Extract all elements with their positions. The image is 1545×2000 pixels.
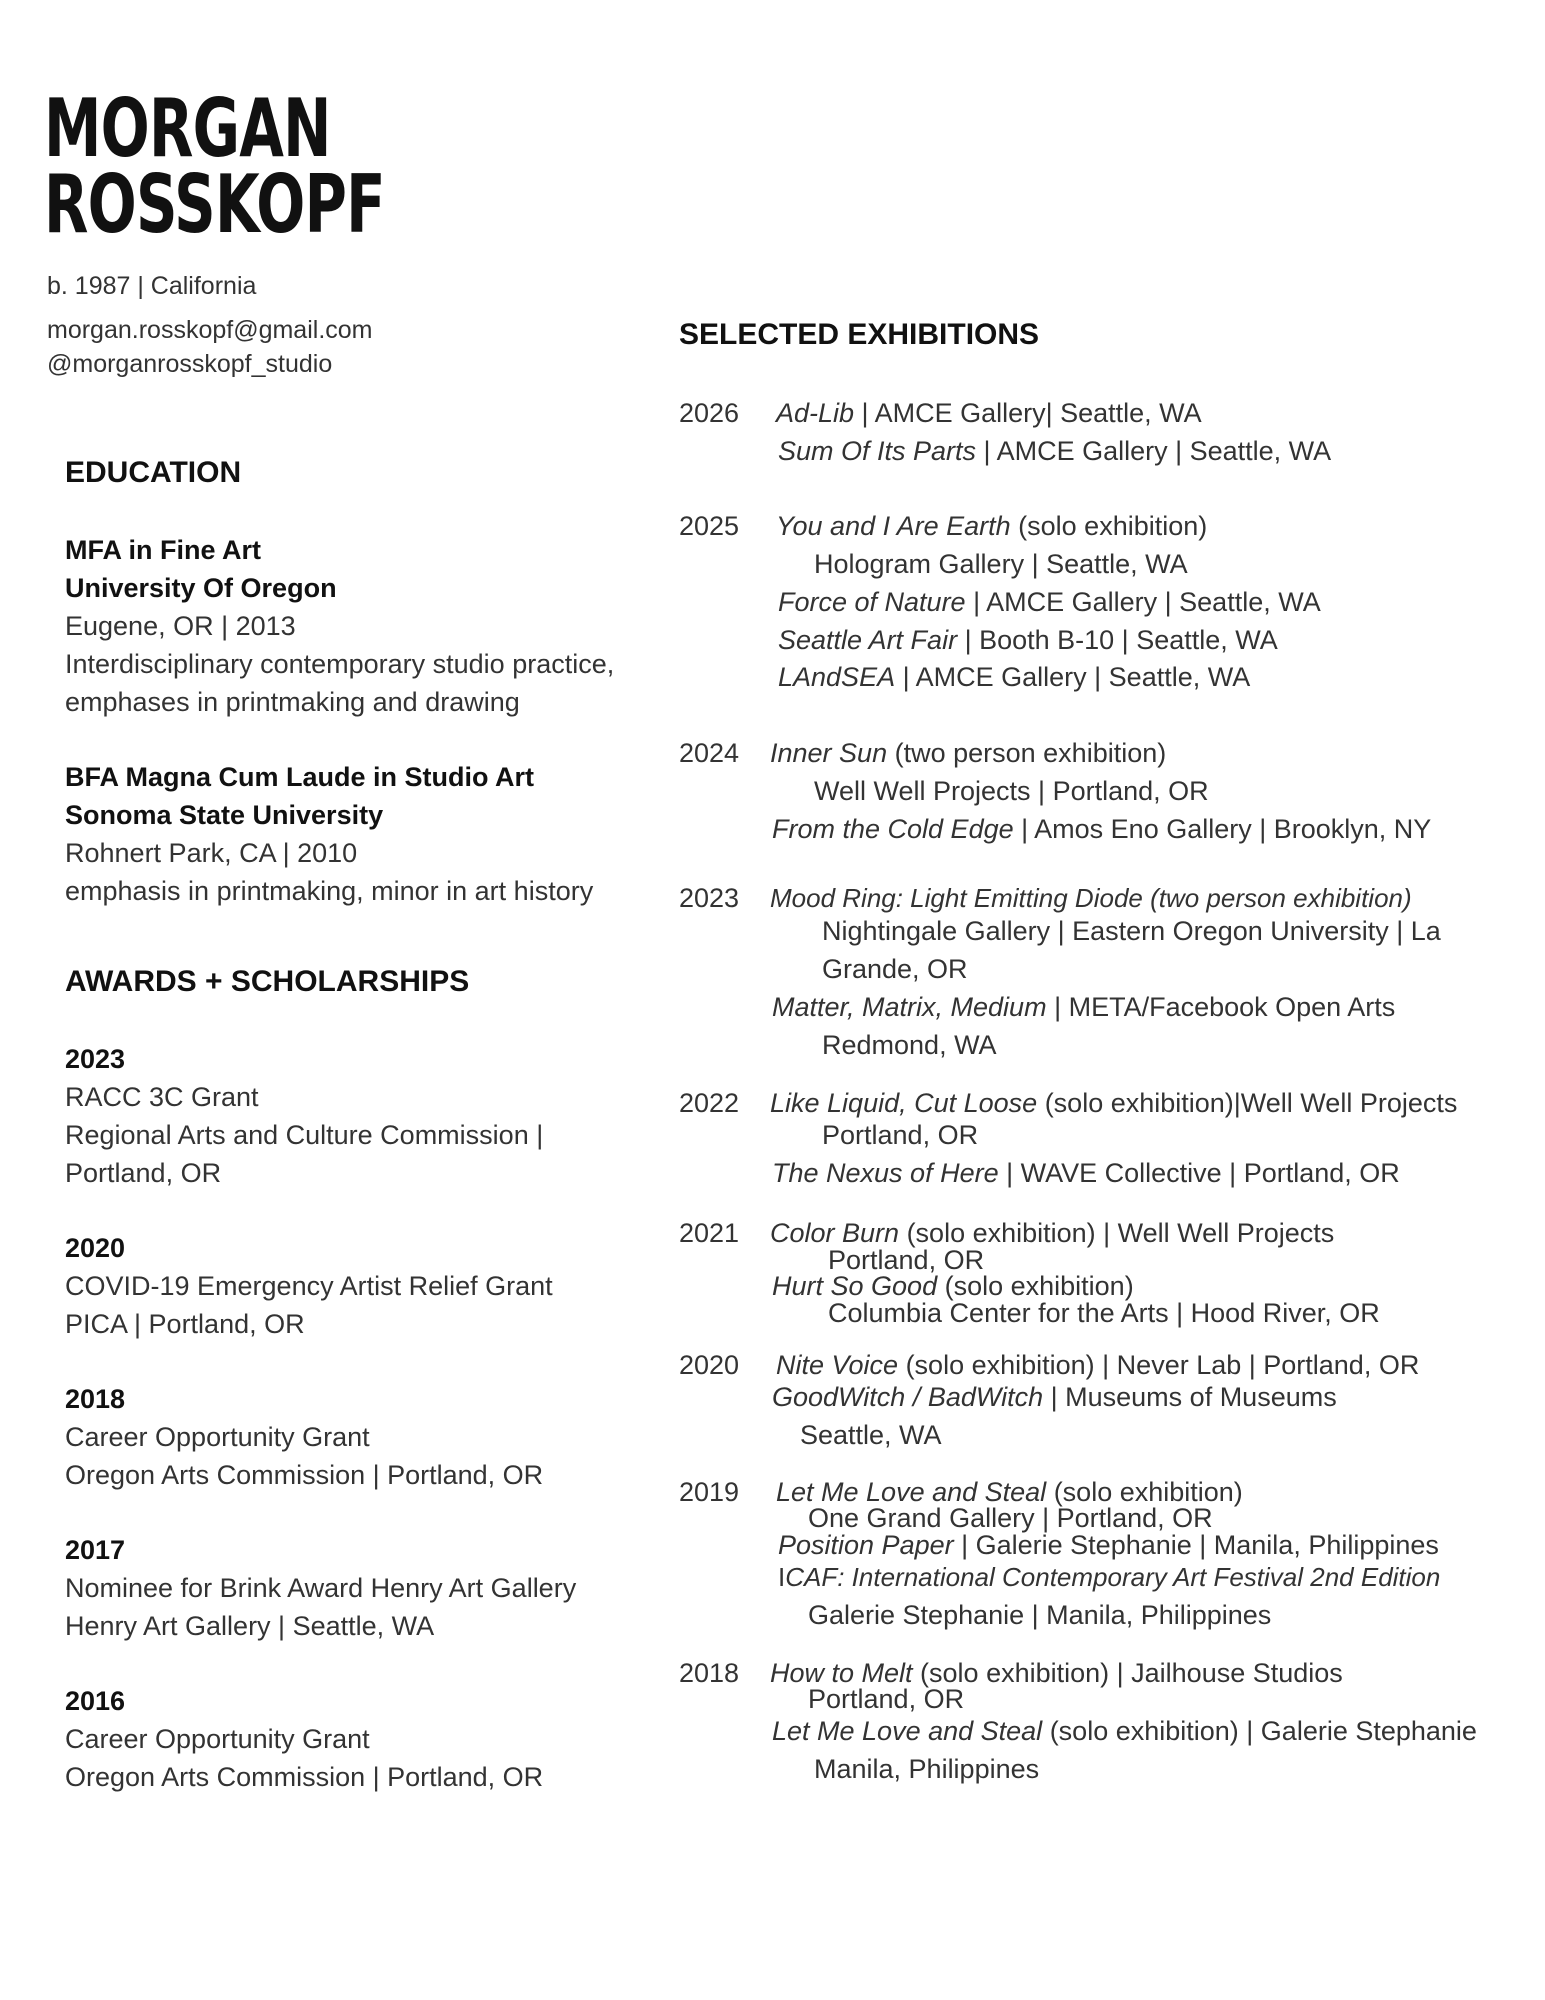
exhibition-entry [772, 1382, 1337, 1413]
award-year: 2017 [65, 1535, 126, 1565]
exhibition-venue: Columbia Center for the Arts | Hood River, OR [828, 1298, 1380, 1328]
exhibition-entry [778, 1562, 1440, 1593]
exhibition-venue: Nightingale Gallery | Eastern Oregon University | La [822, 916, 1441, 946]
exhibition-title: Matter, Matrix, Medium [772, 992, 1047, 1022]
exhibition-entry [778, 436, 1331, 467]
exhibition-venue: Portland, OR [822, 1120, 979, 1150]
exhibition-title: Like Liquid, Cut Loose [770, 1088, 1038, 1118]
exhibitions-heading: SELECTED EXHIBITIONS [679, 318, 1040, 351]
exhibition-year: 2025 [679, 511, 740, 541]
award-line: COVID-19 Emergency Artist Relief Grant [65, 1271, 553, 1301]
exhibition-venue: (solo exhibition) [937, 1271, 1134, 1301]
mfa-desc-2: emphases in printmaking and drawing [65, 687, 520, 717]
exhibition-venue: (solo exhibition)|Well Well Projects [1037, 1088, 1458, 1118]
exhibition-venue: (two person exhibition) [887, 738, 1167, 768]
exhibition-title: Inner Sun [770, 738, 888, 768]
exhibition-entry [772, 992, 1395, 1023]
exhibition-title: From the Cold Edge [772, 814, 1014, 844]
exhibition-title-initial: I [778, 1562, 786, 1592]
exhibition-entry [776, 511, 1207, 542]
education-mfa [65, 531, 675, 721]
exhibition-entry [778, 625, 1278, 656]
exhibition-title: Sum Of Its Parts [778, 436, 977, 466]
exhibition-entry [772, 814, 1431, 845]
education-heading: EDUCATION [65, 456, 242, 489]
exhibition-venue: (solo exhibition) [1010, 511, 1208, 541]
exhibition-title: Position Paper [778, 1530, 954, 1560]
exhibition-title: Color Burn [770, 1218, 900, 1248]
award-2018 [65, 1380, 675, 1494]
award-line: Portland, OR [65, 1158, 222, 1188]
exhibition-venue: One Grand Gallery | Portland, OR [808, 1503, 1213, 1533]
exhibition-title: How to Melt [770, 1658, 913, 1688]
exhibition-entry [772, 1716, 1477, 1747]
exhibition-venue: Portland, OR [808, 1684, 965, 1714]
exhibition-venue: | AMCE Gallery | Seattle, WA [965, 587, 1321, 617]
exhibition-title: Hurt So Good [772, 1271, 938, 1301]
award-2020 [65, 1229, 675, 1343]
exhibition-entry [770, 738, 1166, 769]
exhibition-venue: Grande, OR [822, 954, 968, 984]
email[interactable]: morgan.rosskopf@gmail.com [47, 316, 373, 344]
exhibition-year: 2020 [679, 1350, 740, 1380]
exhibition-venue: | META/Facebook Open Arts [1046, 992, 1396, 1022]
exhibition-venue: (solo exhibition) | Galerie Stephanie [1042, 1716, 1477, 1746]
award-line: Regional Arts and Culture Commission | [65, 1120, 544, 1150]
exhibition-year: 2022 [679, 1088, 740, 1118]
exhibition-title: Ad-Lib [776, 398, 855, 428]
exhibition-entry [770, 883, 1412, 914]
exhibition-venue: | WAVE Collective | Portland, OR [998, 1158, 1400, 1188]
exhibition-venue: Portland, OR [828, 1245, 985, 1275]
exhibition-venue: Hologram Gallery | Seattle, WA [814, 549, 1188, 579]
name-logo [44, 82, 481, 252]
exhibition-venue: | Galerie Stephanie | Manila, Philippines [953, 1530, 1439, 1560]
mfa-place: Eugene, OR | 2013 [65, 611, 296, 641]
exhibition-venue: | Amos Eno Gallery | Brooklyn, NY [1013, 814, 1432, 844]
award-line: Oregon Arts Commission | Portland, OR [65, 1762, 544, 1792]
exhibition-venue: Well Well Projects | Portland, OR [814, 776, 1209, 806]
exhibition-venue: | Booth B-10 | Seattle, WA [957, 625, 1278, 655]
award-line: PICA | Portland, OR [65, 1309, 305, 1339]
award-2016 [65, 1682, 675, 1796]
mfa-desc-1: Interdisciplinary contemporary studio practice, [65, 649, 615, 679]
exhibition-venue: (solo exhibition) [1046, 1477, 1243, 1507]
exhibition-entry [776, 1350, 1419, 1381]
exhibition-title: CAF: International Contemporary Art Festival 2nd Edition [785, 1562, 1441, 1592]
award-line: Nominee for Brink Award Henry Art Gallery [65, 1573, 577, 1603]
exhibition-venue: | Museums of Museums [1043, 1382, 1337, 1412]
birth-info: b. 1987 | California [47, 272, 257, 300]
logo-last-name: ROSSKOPF [44, 158, 385, 252]
exhibition-venue: Manila, Philippines [814, 1754, 1040, 1784]
award-year: 2018 [65, 1384, 126, 1414]
exhibition-venue: | AMCE Gallery| Seattle, WA [854, 398, 1202, 428]
award-line: Henry Art Gallery | Seattle, WA [65, 1611, 435, 1641]
exhibition-entry [778, 662, 1250, 693]
exhibition-venue: (solo exhibition) | Jailhouse Studios [912, 1658, 1343, 1688]
exhibition-title: Let Me Love and Steal [772, 1716, 1043, 1746]
exhibition-year: 2018 [679, 1658, 740, 1688]
exhibition-entry [778, 1530, 1439, 1561]
exhibition-year: 2024 [679, 738, 740, 768]
bfa-place: Rohnert Park, CA | 2010 [65, 838, 358, 868]
instagram-handle[interactable]: @morganrosskopf_studio [47, 350, 333, 378]
exhibition-venue: | AMCE Gallery | Seattle, WA [895, 662, 1251, 692]
exhibition-title: The Nexus of Here [772, 1158, 999, 1188]
mfa-degree: MFA in Fine Art [65, 535, 261, 565]
exhibition-year: 2019 [679, 1477, 740, 1507]
exhibition-title: Force of Nature [778, 587, 966, 617]
exhibition-entry [778, 587, 1321, 618]
exhibition-venue: (solo exhibition) | Well Well Projects [899, 1218, 1335, 1248]
award-2023 [65, 1040, 675, 1192]
education-bfa [65, 758, 675, 910]
award-year: 2020 [65, 1233, 126, 1263]
exhibition-venue: Galerie Stephanie | Manila, Philippines [808, 1600, 1272, 1630]
bfa-degree: BFA Magna Cum Laude in Studio Art [65, 762, 534, 792]
exhibition-venue: Seattle, WA [800, 1420, 942, 1450]
award-year: 2023 [65, 1044, 126, 1074]
award-year: 2016 [65, 1686, 126, 1716]
award-line: Oregon Arts Commission | Portland, OR [65, 1460, 544, 1490]
exhibition-year: 2023 [679, 883, 740, 913]
bfa-school: Sonoma State University [65, 800, 384, 830]
exhibition-year: 2026 [679, 398, 740, 428]
exhibition-entry [776, 398, 1202, 429]
logo-first-name: MORGAN [44, 82, 331, 176]
award-line: RACC 3C Grant [65, 1082, 259, 1112]
exhibition-title: Mood Ring: Light Emitting Diode (two person exhibition) [770, 883, 1412, 913]
exhibition-venue: Redmond, WA [822, 1030, 997, 1060]
exhibition-title: Let Me Love and Steal [776, 1477, 1047, 1507]
exhibition-entry [770, 1088, 1457, 1119]
exhibition-venue: (solo exhibition) | Never Lab | Portland, OR [898, 1350, 1420, 1380]
exhibition-venue: | AMCE Gallery | Seattle, WA [976, 436, 1332, 466]
exhibition-title: Nite Voice [776, 1350, 899, 1380]
exhibition-title: LAndSEA [778, 662, 896, 692]
exhibition-title: GoodWitch / BadWitch [772, 1382, 1044, 1412]
mfa-school: University Of Oregon [65, 573, 337, 603]
award-line: Career Opportunity Grant [65, 1422, 370, 1452]
bfa-desc-1: emphasis in printmaking, minor in art history [65, 876, 594, 906]
exhibition-title: You and I Are Earth [776, 511, 1011, 541]
award-line: Career Opportunity Grant [65, 1724, 370, 1754]
exhibition-entry [772, 1158, 1400, 1189]
exhibition-title: Seattle Art Fair [778, 625, 958, 655]
award-2017 [65, 1531, 675, 1645]
awards-heading: AWARDS + SCHOLARSHIPS [65, 965, 470, 998]
exhibition-year: 2021 [679, 1218, 740, 1248]
